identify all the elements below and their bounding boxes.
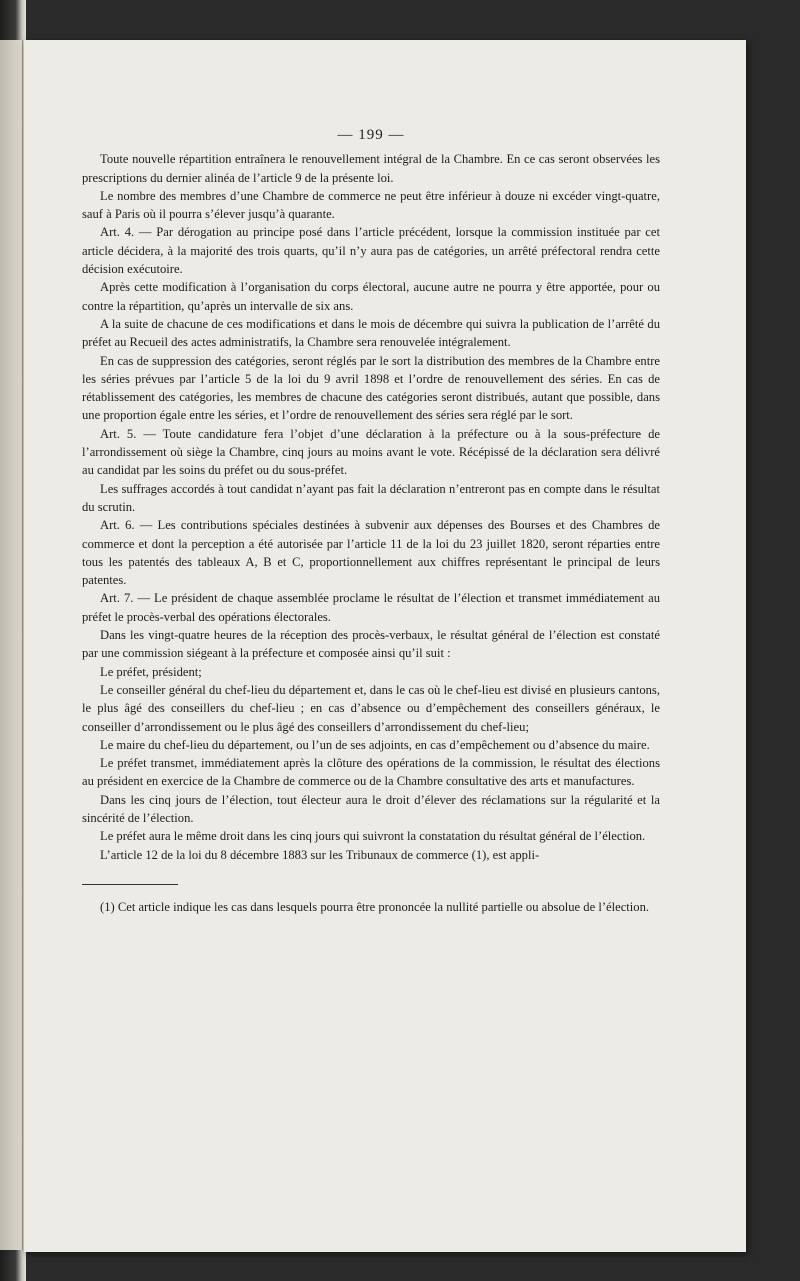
footnote: (1) Cet article indique les cas dans lesquels pourra être prononcée la nullité partielle ou absolue de l’élection. — [100, 899, 650, 914]
paragraph: Les suffrages accordés à tout candidat n’ayant pas fait la déclaration n’entreront pas en compte dans le résultat du scrutin. — [82, 481, 660, 514]
paragraph: L’article 12 de la loi du 8 décembre 1883 sur les Tribunaux de commerce (1), est appli- — [100, 847, 540, 862]
paragraph-art-7: Art. 7. — Le président de chaque assemblée proclame le résultat de l’élection et transmet immédiatement au préfet le procès-verbal des opérations électorales. — [82, 591, 660, 624]
previous-page-edge — [0, 40, 23, 1250]
paragraph: Le préfet, président; — [100, 664, 202, 679]
paragraph: Dans les vingt-quatre heures de la réception des procès-verbaux, le résultat général de l’élection est constaté par une commission siégeant à la préfecture et composée ainsi qu’il suit : — [82, 628, 660, 661]
paragraph: A la suite de chacune de ces modifications et dans le mois de décembre qui suivra la publication de l’arrêté du préfet au Recueil des actes administratifs, la Chambre sera renouvelée intégralement. — [82, 316, 660, 350]
paragraph-art-6: Art. 6. — Les contributions spéciales destinées à subvenir aux dépenses des Bourses et des Chambres de commerce et dont la perception a été autorisée par l’article 11 de la loi du 23 juillet 1820, seront réparties entre tous les patentés des tableaux A, B et C, proportionnellement aux chiffres représentant le principal de leurs patentes. — [82, 518, 660, 588]
paragraph: En cas de suppression des catégories, seront réglés par le sort la distribution des membres de la Chambre entre les séries prévues par l’article 5 de la loi du 9 avril 1898 et l’ordre de renouvellement des séries. En cas de rétablissement des catégories, les membres de chacune des catégories seront distribués, autant que possible, dans une proportion égale entre les séries, et l’ordre de renouvellement des séries sera réglé par le sort. — [82, 353, 660, 423]
paragraph: Le conseiller général du chef-lieu du département et, dans le cas où le chef-lieu est divisé en plusieurs cantons, le plus âgé des conseillers du chef-lieu ; en cas d’absence ou d’empêchement des conseillers généraux, le conseiller d’arrondissement ou le plus âgé des conseillers d’arrondissement du chef-lieu; — [82, 682, 660, 734]
paragraph: Le préfet transmet, immédiatement après la clôture des opérations de la commission, le résultat des élections au président en exercice de la Chambre de commerce ou de la Chambre consultative des arts et manufactures. — [82, 756, 660, 789]
paragraph: Le préfet aura le même droit dans les cinq jours qui suivront la constatation du résultat général de l’élection. — [100, 829, 646, 844]
paragraph: Le maire du chef-lieu du département, ou l’un de ses adjoints, en cas d’empêchement ou d’absence du maire. — [100, 737, 650, 752]
footnote-divider — [82, 884, 178, 885]
paragraph: Le nombre des membres d’une Chambre de commerce ne peut être inférieur à douze ni excéder vingt-quatre, sauf à Paris où il pourra s’élever jusqu’à quarante. — [82, 188, 660, 222]
paragraph: Toute nouvelle répartition entraînera le renouvellement intégral de la Chambre. En ce cas seront observées les prescriptions du dernier alinéa de l’article 9 de la présente loi. — [82, 152, 660, 185]
book-page — [24, 40, 746, 1252]
page-number: — 199 — — [337, 127, 405, 143]
paragraph: Après cette modification à l’organisation du corps électoral, aucune autre ne pourra y être apportée, pour ou contre la répartition, qu’après un intervalle de six ans. — [82, 280, 660, 313]
page-text-block — [82, 126, 660, 917]
paragraph: Dans les cinq jours de l’élection, tout électeur aura le droit d’élever des réclamations sur la régularité et la sincérité de l’élection. — [82, 792, 660, 825]
paragraph-art-5: Art. 5. — Toute candidature fera l’objet d’une déclaration à la préfecture ou à la sous-préfecture de l’arrondissement où siège la Chambre, cinq jours au moins avant le vote. Récépissé de la déclaration sera délivré au candidat par les soins du préfet ou du sous-préfet. — [82, 426, 660, 478]
paragraph-art-4: Art. 4. — Par dérogation au principe posé dans l’article précédent, lorsque la commission instituée par cet article décidera, à la majorité des trois quarts, qu’il n’y aura pas de catégories, un arrêté préfectoral rendra cette décision exécutoire. — [82, 225, 660, 277]
